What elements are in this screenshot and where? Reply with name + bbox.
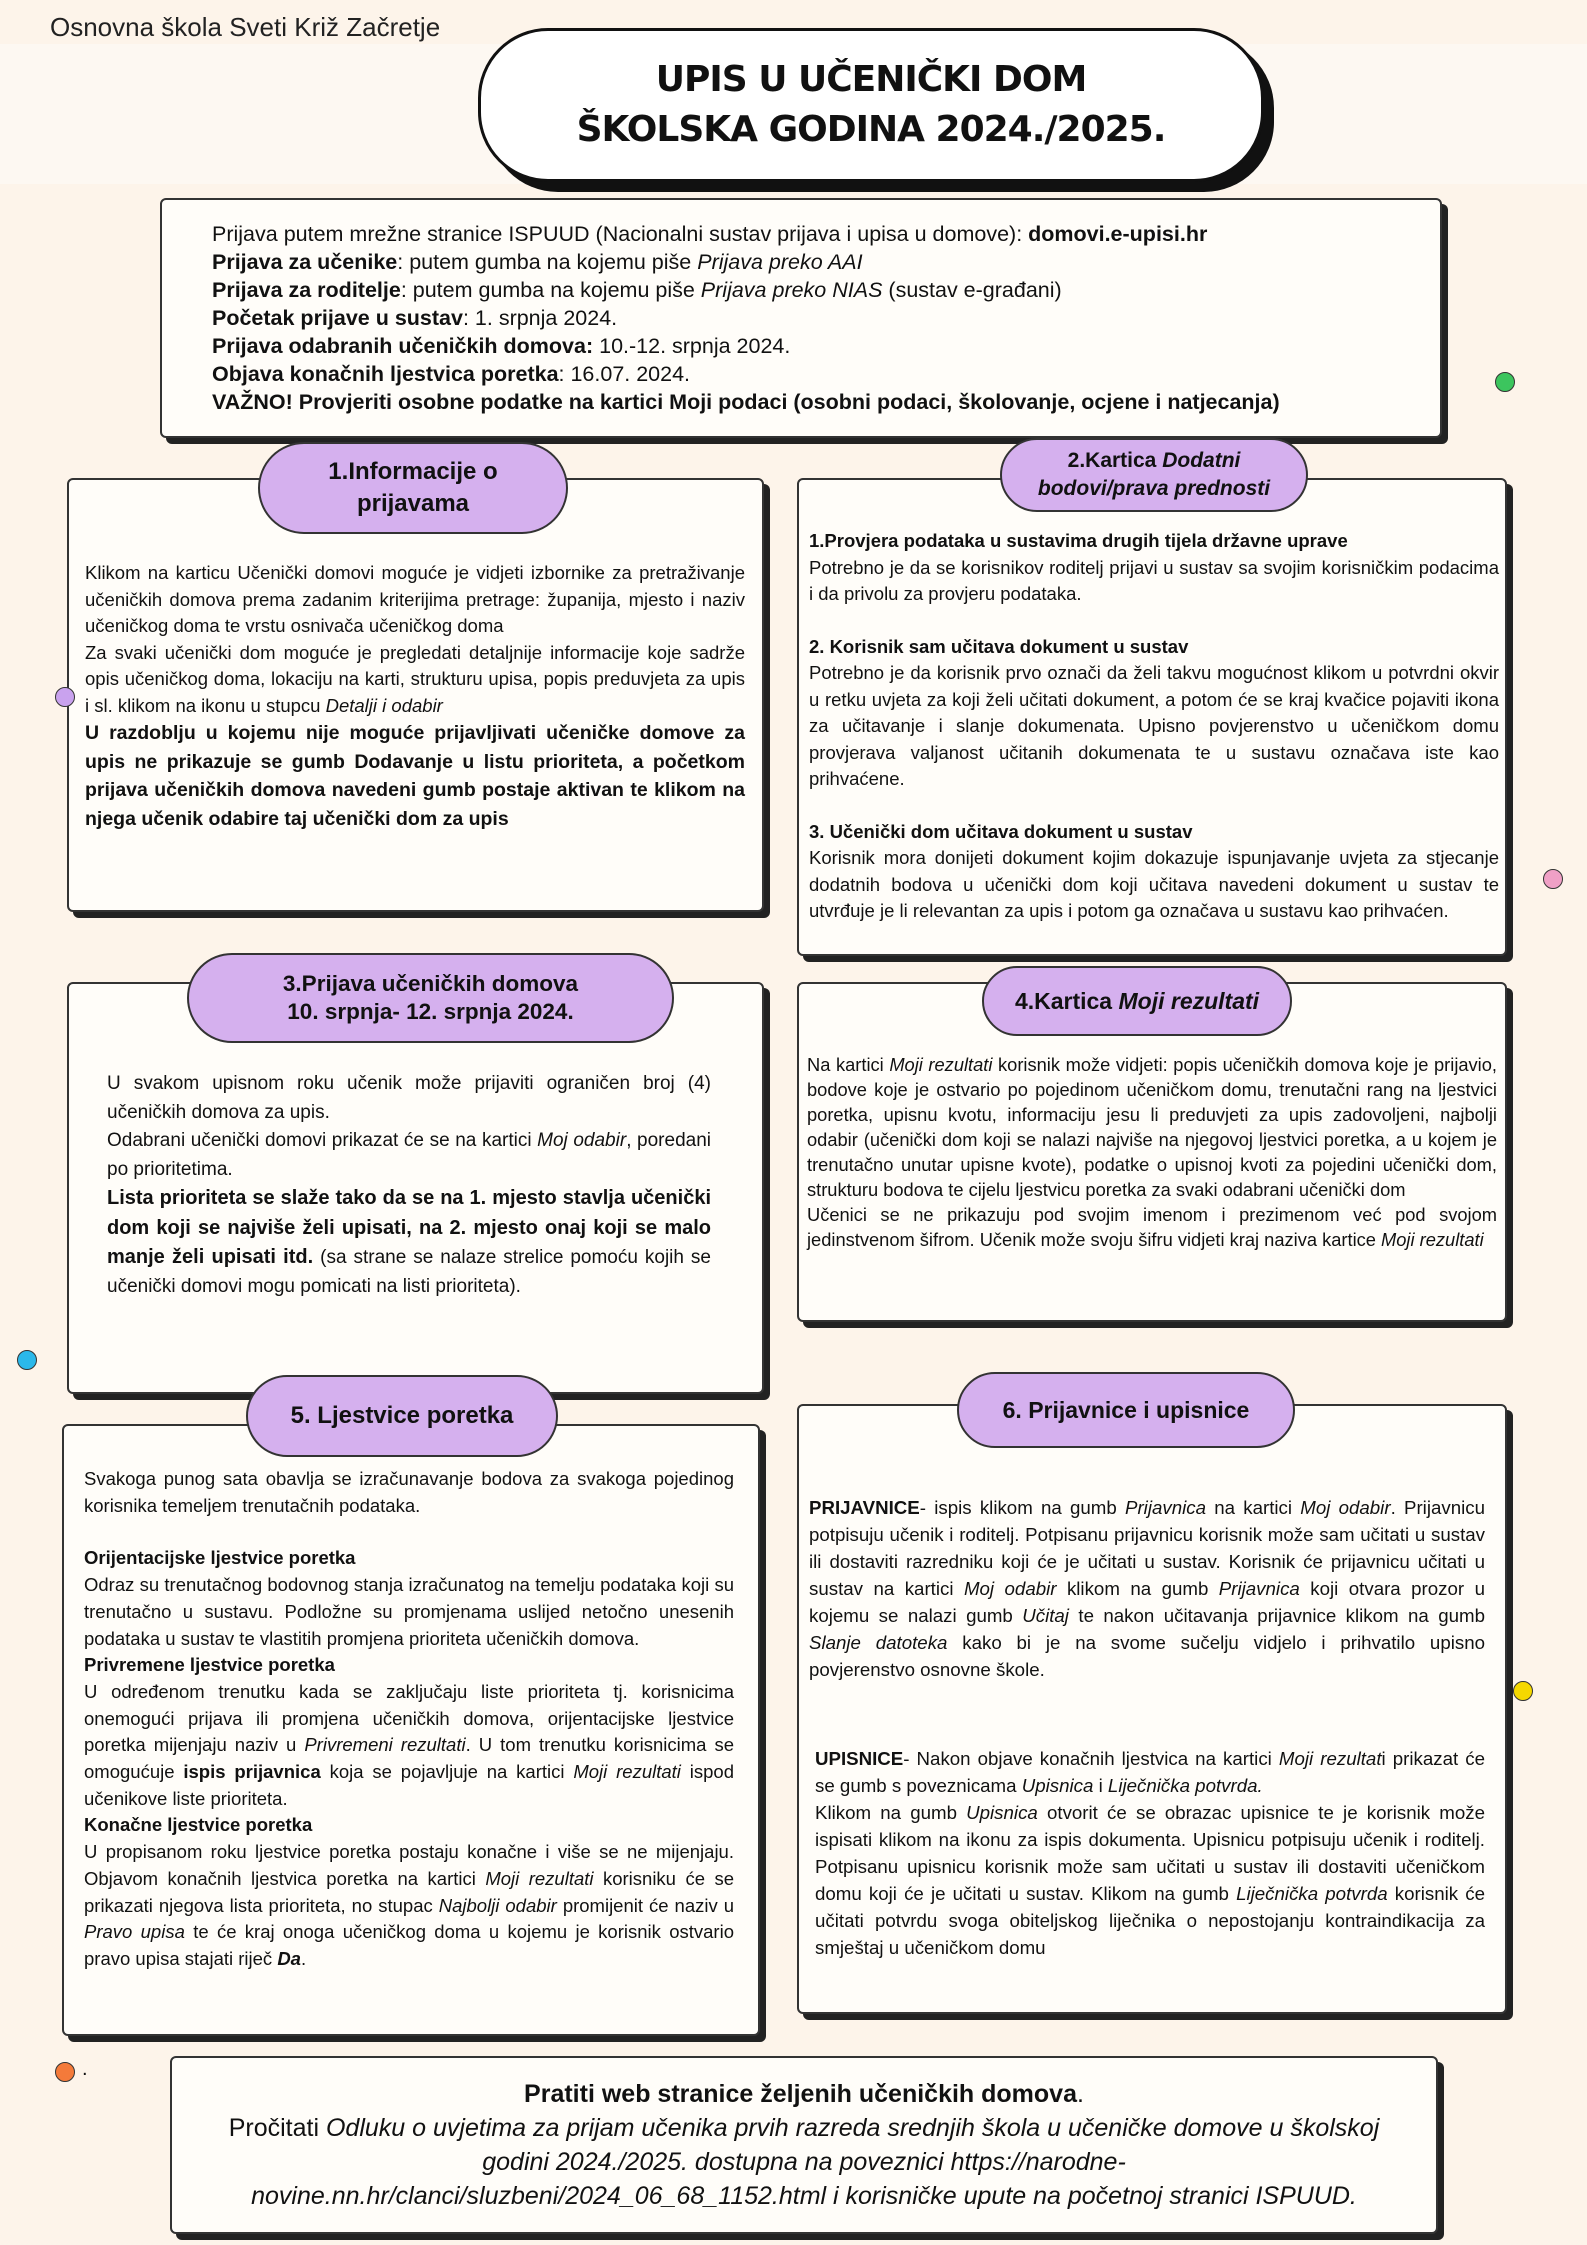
footer-italic: Odluku o uvjetima za prijam učenika prvih razreda srednjih škola u učeničke domove u školskoj godini 2024./2025. dostupna na poveznici https://narodne-novine.nn.hr/clanci/sluzbeni/2024_06_68_1152.html i korisničke upute na početnoj stranici ISPUUD. xyxy=(251,2114,1380,2210)
s2-para-1: Potrebno je da se korisnikov roditelj prijavi u sustav sa svojim korisničkim podacima i da privolu za provjeru podataka. xyxy=(809,556,1499,604)
s2-heading-1: 1.Provjera podataka u sustavima drugih tijela državne uprave xyxy=(809,530,1348,551)
s6-italic: Prijavnica xyxy=(1124,1497,1206,1518)
s6-text: otvorit će se obrazac upisnice te je korisnik može ispisati klikom na ikonu za ispis dokumenta. Upisnicu potpisuju učenik i roditelj. Potpisanu upisnicu korisnik može sam učitati u sustav ili dostaviti učeničkom domu koji će je učitati u sustav. Klikom na gumb xyxy=(815,1802,1485,1904)
s6-italic: Učitaj xyxy=(1022,1605,1069,1626)
s6-italic: Upisnica xyxy=(1021,1775,1094,1796)
s1-italic: Detalji i odabir xyxy=(325,694,443,716)
pill-text: 2.Kartica xyxy=(1067,449,1163,472)
s2-para-2: Potrebno je da korisnik prvo označi da želi takvu mogućnost klikom u potvrdni okvir u retku uvjeta za koji želi učitati dokument, a potom će se kraj kvačice pojaviti ikona za učitavanje i slanje dokumenata. Upisno povjerenstvo u učeničkom domu provjerava valjanost učitanih dokumenata te u sustavu označava iste kao prihvaćene. xyxy=(809,662,1499,789)
section-6-pill xyxy=(957,1372,1295,1448)
s5-para-3 xyxy=(84,1839,734,1973)
section-4-pill xyxy=(982,966,1292,1036)
footer-line-1 xyxy=(222,2077,1386,2111)
s3-text: (sa strane se nalaze strelice pomoću kojih se učenički domovi mogu pomicati na listi prioriteta). xyxy=(107,1247,711,1297)
s6-upisnice xyxy=(809,1745,1485,1961)
pill-line: 10. srpnja- 12. srpnja 2024. xyxy=(287,999,574,1024)
info-line-5 xyxy=(212,332,1390,360)
s5-italic: Najbolji odabir xyxy=(438,1894,557,1916)
info-label: Početak prijave u sustav xyxy=(212,306,463,330)
info-text: : putem gumba na kojemu piše xyxy=(397,250,698,274)
section-1-pill xyxy=(258,442,568,534)
section-2-pill xyxy=(1000,438,1308,512)
info-line-1 xyxy=(212,220,1390,248)
section-5-pill xyxy=(246,1375,558,1457)
s4-italic: Moji rezultati xyxy=(1381,1229,1484,1250)
yellow-dot xyxy=(1513,1681,1533,1701)
s5-heading-2: Privremene ljestvice poretka xyxy=(84,1654,335,1676)
section-6-card xyxy=(797,1404,1507,2014)
s1-para-1: Klikom na karticu Učenički domovi moguće je vidjeti izbornike za pretraživanje učeničkih domova prema zadanim kriterijima pretrage: županija, mjesto i naziv učeničkog doma te vrstu osnivača učeničkog doma xyxy=(85,562,745,636)
s6-text: klikom na gumb xyxy=(1056,1578,1219,1599)
s4-text: Na kartici xyxy=(807,1054,890,1075)
s5-text: korisniku će se prikazati njegova lista prioriteta, no stupac xyxy=(84,1867,734,1916)
info-text: 10.-12. srpnja 2024. xyxy=(593,334,791,358)
s6-text: na kartici xyxy=(1206,1497,1301,1518)
info-line-6 xyxy=(212,360,1390,388)
section-1-body xyxy=(85,560,745,833)
section-6-body xyxy=(809,1494,1485,1961)
section-5-body xyxy=(84,1466,734,1973)
s6-italic: Moj odabir xyxy=(963,1578,1057,1599)
s5-text: promijenit će naziv u xyxy=(556,1894,734,1916)
info-label: Objava konačnih ljestvica poretka xyxy=(212,362,559,386)
orange-dot xyxy=(55,2062,75,2082)
s6-italic: Upisnica xyxy=(966,1802,1038,1823)
s5-para-2 xyxy=(84,1679,734,1813)
s6-text: Klikom na gumb xyxy=(815,1802,967,1823)
s4-text: korisnik može vidjeti: popis učeničkih domova koje je prijavio, bodove koje je ostvario po pojedinom učeničkom domu, trenutačni rang na ljestvici poretka, upisnu kvotu, informaciju jesu li preduvjeti za upis zadovoljeni, najbolji odabir (učenički dom koji se nalazi najviše na njegovoj ljestvici poretka, a u kojem je trenutačno unutar upisne kvote), podatke o upisnoj kvoti za pojedini učenički dom, strukturu bodova te cijelu ljestvicu poretka za svaki odabrani učenički dom xyxy=(807,1054,1497,1200)
pill-italic: Dodatni xyxy=(1162,449,1241,472)
s3-bold: Lista prioriteta se slaže tako da se na 1. mjesto stavlja učenički dom koji se najviše želi upisati, na 2. mjesto onaj koji se malo manje želi upisati itd. xyxy=(107,1187,711,1268)
section-2-card xyxy=(797,478,1507,956)
info-line-2 xyxy=(212,248,1390,276)
pill-line: 6. Prijavnice i upisnice xyxy=(1002,1396,1250,1423)
pill-line xyxy=(1015,988,1259,1015)
footer-text: Pročitati xyxy=(228,2114,326,2142)
s6-text: korisnik će učitati potvrdu svoga obiteljskog liječnika o nepostojanju kontraindikacija za smještaj u učeničkom domu xyxy=(815,1883,1485,1958)
info-line-7 xyxy=(212,388,1390,416)
s5-italic: Moji rezultati xyxy=(485,1867,594,1889)
s5-bold-italic: Da xyxy=(277,1947,301,1969)
section-2-body xyxy=(809,528,1499,925)
pill-line xyxy=(1068,447,1241,475)
s1-text: Za svaki učenički dom moguće je pregledati detaljnije informacije koje sadrže opis učeničkog doma, lokaciju na karti, strukturu upisa, popis preduvjeta za upis i sl. klikom na ikonu u stupcu xyxy=(85,641,745,716)
info-line-3 xyxy=(212,276,1390,304)
cyan-dot xyxy=(17,1350,37,1370)
s6-text: - ispis klikom na gumb xyxy=(919,1497,1125,1518)
s5-text: U propisanom roku ljestvice poretka postaju konačne i više se ne mijenjaju. Objavom konačnih ljestvica poretka na kartici xyxy=(84,1841,734,1889)
important-note: VAŽNO! Provjeriti osobne podatke na kartici Moji podaci (osobni podaci, školovanje, ocjene i natjecanja) xyxy=(212,390,1280,414)
info-label: Prijava za učenike xyxy=(212,250,398,274)
pill-line: 5. Ljestvice poretka xyxy=(290,1402,514,1429)
pill-text: 4.Kartica xyxy=(1014,987,1119,1014)
pill-line: bodovi/prava prednosti xyxy=(1037,477,1271,500)
info-label: Prijava za roditelje xyxy=(212,278,401,302)
s5-para-0: Svakoga punog sata obavlja se izračunavanje bodova za svakoga pojedinog korisnika temeljem trenutačnih podataka. xyxy=(84,1468,734,1516)
s5-italic: Moji rezultati xyxy=(573,1761,681,1783)
s6-italic: Slanje datoteka xyxy=(809,1632,948,1653)
s5-bold: ispis prijavnica xyxy=(183,1761,321,1783)
s5-para-1: Odraz su trenutačnog bodovnog stanja izračunatog na temelju podataka koji su trenutačno u sustavu. Podložne su promjenama uslijed netočno unesenih podataka u sustav te vlastitih promjena prioriteta učeničkih domova. xyxy=(84,1574,734,1649)
s6-prijavnice xyxy=(809,1494,1485,1683)
s6-italic: Moji rezultat xyxy=(1278,1748,1382,1769)
title-line-1: UPIS U UČENIČKI DOM xyxy=(655,59,1087,100)
info-label: Prijava odabranih učeničkih domova: xyxy=(212,334,594,358)
s5-text: koja se pojavljuje na kartici xyxy=(320,1761,574,1783)
s2-heading-3: 3. Učenički dom učitava dokument u sustav xyxy=(809,820,1193,842)
s3-para-1: U svakom upisnom roku učenik može prijaviti ograničen broj (4) učeničkih domova za upis. xyxy=(107,1073,711,1123)
s5-heading-1: Orijentacijske ljestvice poretka xyxy=(84,1547,356,1569)
section-1-card xyxy=(67,478,764,912)
school-name: Osnovna škola Sveti Križ Začretje xyxy=(50,12,441,42)
pill-italic: Moji rezultati xyxy=(1118,987,1260,1014)
s4-text: Učenici se ne prikazuju pod svojim imenom i prezimenom već pod svojom jedinstvenom šifrom. Učenik može svoju šifru vidjeti kraj naziva kartice xyxy=(807,1204,1497,1250)
purple-dot xyxy=(55,687,75,707)
s6-bold: PRIJAVNICE xyxy=(809,1497,920,1518)
section-3-card xyxy=(67,982,764,1394)
s6-text: i prikazat će se gumb s poveznicama xyxy=(815,1748,1485,1796)
section-5-card xyxy=(62,1424,760,2036)
s5-text: ispod učenikove liste prioriteta. xyxy=(84,1761,734,1809)
s6-text: i xyxy=(1093,1775,1108,1796)
info-text: : 16.07. 2024. xyxy=(558,362,691,386)
title-banner xyxy=(478,28,1264,182)
s5-text: . U tom trenutku korisnicima se omogućuje xyxy=(84,1734,735,1783)
info-text: : putem gumba na kojemu piše xyxy=(400,278,701,302)
info-text: Prijava putem mrežne stranice ISPUUD (Nacionalni sustav prijava i upisa u domove): xyxy=(212,222,1029,246)
info-link[interactable]: domovi.e-upisi.hr xyxy=(1028,222,1208,246)
pill-line: 1.Informacije o xyxy=(328,458,498,485)
s5-italic: Privremeni rezultati xyxy=(304,1734,466,1756)
title-line-2: ŠKOLSKA GODINA 2024./2025. xyxy=(576,109,1166,150)
s5-text: . xyxy=(300,1947,307,1969)
s6-text: kako bi je na svome sučelju vidjelo i prihvatilo upisno povjerenstvo osnovne škole. xyxy=(809,1632,1485,1680)
s6-italic: Prijavnica xyxy=(1218,1578,1300,1599)
s6-italic: Liječnička potvrda. xyxy=(1107,1775,1263,1796)
s3-para-3 xyxy=(107,1184,711,1301)
s6-text: . Prijavnicu potpisuju učenik i roditelj. Potpisanu prijavnicu korisnik može sam učitati u sustav ili dostaviti razredniku koji će je učitati u sustav. Korisnik će prijavnicu učitati u sustav na kartici xyxy=(809,1497,1485,1599)
s4-para-1 xyxy=(807,1052,1497,1202)
pill-line: 3.Prijava učeničkih domova xyxy=(282,971,579,996)
s3-para-2 xyxy=(107,1127,711,1184)
s2-para-3: Korisnik mora donijeti dokument kojim dokazuje ispunjavanje uvjeta za stjecanje dodatnih bodova u učenički dom koji učitava navedeni dokument u sustav te utvrđuje je li relevantan za upis i potom ga označava u sustavu kao prihvaćen. xyxy=(809,847,1499,921)
footer-line-2 xyxy=(222,2111,1386,2213)
s6-text: koji otvara prozor u kojemu se nalazi gumb xyxy=(809,1578,1485,1626)
footer-text: . xyxy=(1077,2080,1084,2108)
info-italic: Prijava preko NIAS xyxy=(700,278,883,302)
info-text: : 1. srpnja 2024. xyxy=(462,306,618,330)
stray-dot: . xyxy=(82,2058,88,2080)
s6-text: te nakon učitavanja prijavnice klikom na gumb xyxy=(1068,1605,1485,1626)
s6-text: - Nakon objave konačnih ljestvica na kartici xyxy=(903,1748,1279,1769)
s6-italic: Liječnička potvrda xyxy=(1236,1883,1388,1904)
footer-card xyxy=(170,2056,1438,2234)
s1-para-2 xyxy=(85,640,745,720)
section-4-body xyxy=(807,1052,1497,1252)
pill-line: prijavama xyxy=(356,490,470,517)
info-line-4 xyxy=(212,304,1390,332)
s5-text: te će kraj onoga učeničkog doma u kojemu je korisnik ostvario pravo upisa stajati riječ xyxy=(84,1921,734,1969)
s5-text: U određenom trenutku kada se zaključaju liste prioriteta tj. korisnicima onemogući prijava ili promjena učeničkih domova, orijentacijske ljestvice poretka mijenjaju naziv u xyxy=(84,1680,734,1756)
footer-bold: Pratiti web stranice željenih učeničkih domova xyxy=(524,2080,1077,2108)
s5-italic: Pravo upisa xyxy=(84,1921,185,1943)
section-3-body xyxy=(107,1070,711,1301)
info-card xyxy=(160,198,1442,438)
s1-para-3: U razdoblju u kojemu nije moguće prijavljivati učeničke domove za upis ne prikazuje se gumb Dodavanje u listu prioriteta, a početkom prijava učeničkih domova navedeni gumb postaje aktivan te klikom na njega učenik odabire taj učenički dom za upis xyxy=(85,722,745,830)
section-3-pill xyxy=(187,953,674,1043)
s3-text: , poredani po prioritetima. xyxy=(107,1130,712,1180)
green-dot xyxy=(1495,372,1515,392)
s6-bold: UPISNICE xyxy=(815,1748,904,1769)
s4-italic: Moji rezultati xyxy=(889,1054,993,1075)
s2-heading-2: 2. Korisnik sam učitava dokument u sustav xyxy=(809,635,1189,657)
info-text: (sustav e-građani) xyxy=(882,278,1062,302)
s4-para-2 xyxy=(807,1202,1497,1252)
info-italic: Prijava preko AAI xyxy=(697,250,863,274)
s6-italic: Moj odabir xyxy=(1300,1497,1391,1518)
s3-text: Odabrani učenički domovi prikazat će se na kartici xyxy=(107,1130,538,1151)
s5-heading-3: Konačne ljestvice poretka xyxy=(84,1814,313,1836)
s3-italic: Moj odabir xyxy=(537,1130,627,1151)
pink-dot xyxy=(1543,869,1563,889)
